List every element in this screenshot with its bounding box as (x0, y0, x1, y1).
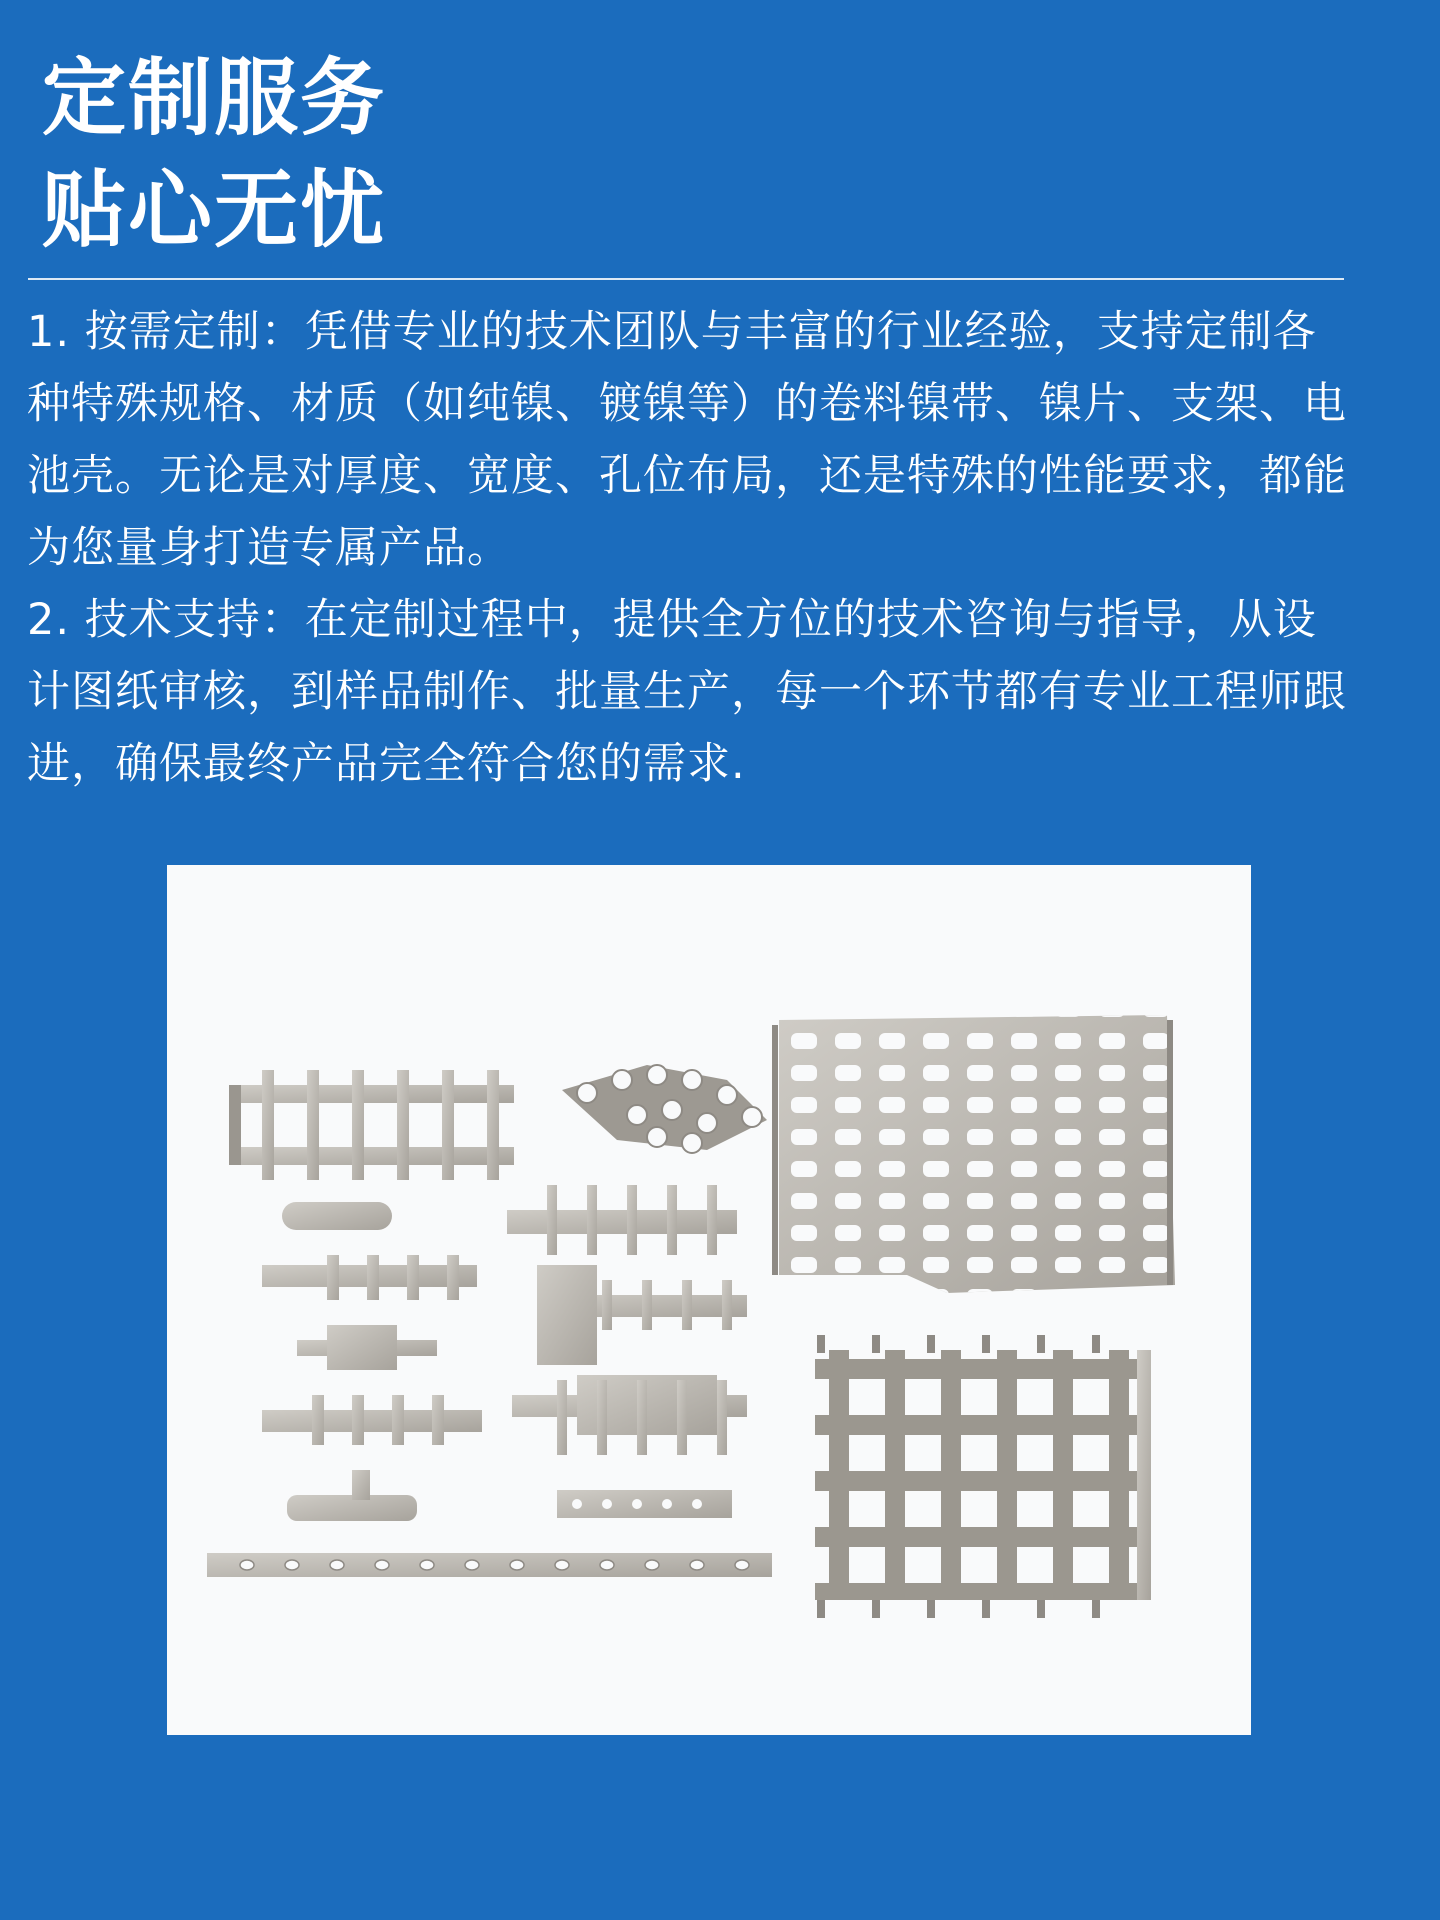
circle-pattern-part (562, 1065, 767, 1153)
service-description (27, 296, 1347, 800)
grid-frame-part (815, 1335, 1151, 1618)
product-photo (167, 865, 1251, 1735)
slotted-plate-part (772, 1015, 1175, 1293)
paragraph-custom-made: 1. 按需定制：凭借专业的技术团队与丰富的行业经验，支持定制各种特殊规格、材质（如纯镍、镀镍等）的卷料镍带、镍片、支架、电池壳。无论是对厚度、宽度、孔位布局，还是特殊的性能要求，都能为您量身打造专属产品。 (27, 307, 1347, 573)
comb-parts (507, 1185, 747, 1518)
page-headline (42, 42, 386, 266)
paragraph-tech-support: 2. 技术支持：在定制过程中，提供全方位的技术咨询与指导，从设计图纸审核，到样品制作、批量生产，每一个环节都有专业工程师跟进，确保最终产品完全符合您的需求. (27, 595, 1347, 789)
ladder-strip-part (229, 1070, 514, 1180)
headline-line-1: 定制服务 (42, 49, 387, 147)
nickel-parts-illustration (167, 865, 1251, 1735)
small-strip-parts (262, 1202, 482, 1521)
divider-line (28, 278, 1344, 280)
headline-line-2: 贴心无忧 (42, 161, 387, 259)
long-bus-bar-part (207, 1553, 772, 1577)
